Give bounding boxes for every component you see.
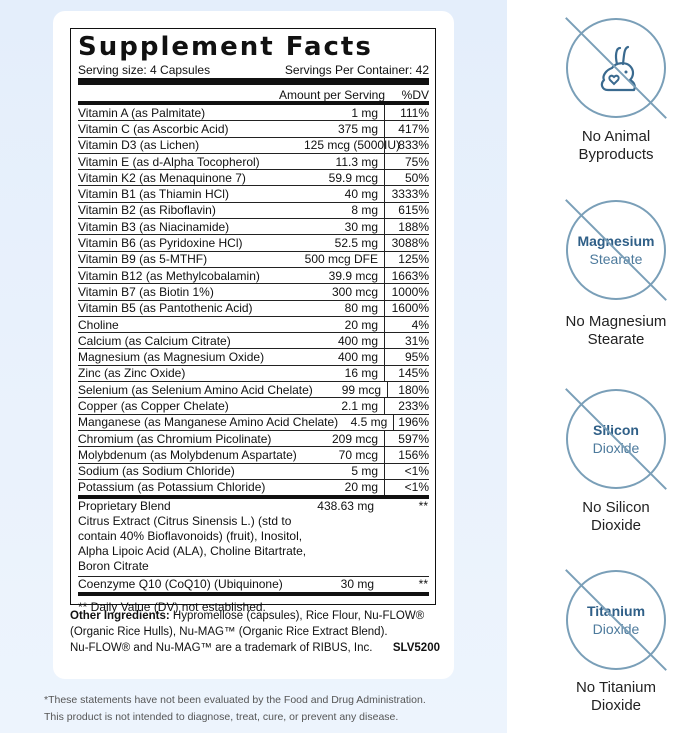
fda-disclaimer xyxy=(44,692,494,726)
badge-magnesium-line2: Stearate xyxy=(589,251,643,267)
nutrient-dv: 188% xyxy=(384,219,429,234)
nutrient-amount: 80 mg xyxy=(344,301,378,316)
nutrient-row xyxy=(78,252,429,268)
no-silicon-label xyxy=(536,499,696,535)
nutrient-amount: 400 mg xyxy=(337,333,378,348)
nutrient-row xyxy=(78,154,429,170)
nutrient-row xyxy=(78,170,429,186)
disclaimer-line-1: *These statements have not been evaluated by the Food and Drug Administration. xyxy=(44,694,426,706)
nutrient-amount: 8 mg xyxy=(351,203,378,218)
nutrient-row xyxy=(78,431,429,447)
column-headers xyxy=(78,85,429,105)
nutrient-dv: <1% xyxy=(384,480,429,495)
nutrient-name: Vitamin B3 (as Niacinamide) xyxy=(78,219,230,234)
nutrient-amount: 16 mg xyxy=(344,366,378,381)
nutrient-name: Vitamin C (as Ascorbic Acid) xyxy=(78,121,229,136)
nutrient-dv: 597% xyxy=(384,431,429,446)
nutrient-dv: 3088% xyxy=(384,235,429,250)
nutrient-amount: 52.5 mg xyxy=(334,236,378,251)
nutrient-dv: 125% xyxy=(384,252,429,267)
supplement-facts-panel xyxy=(70,28,436,614)
nutrient-amount: 11.3 mg xyxy=(335,154,378,169)
badge-silicon-line1: Silicon xyxy=(593,422,639,438)
no-animal-badge xyxy=(566,18,666,118)
no-magnesium-label-line2: Stearate xyxy=(587,331,645,348)
nutrient-row xyxy=(78,415,429,431)
nutrient-row xyxy=(78,284,429,300)
dv-note: ** Daily Value (DV) not established. xyxy=(78,599,266,614)
nutrient-dv: 145% xyxy=(384,366,429,381)
no-silicon-dioxide-badge xyxy=(566,389,666,489)
nutrient-dv: 180% xyxy=(387,382,429,397)
nutrient-row xyxy=(78,366,429,382)
nutrient-rows xyxy=(78,105,429,499)
servings-per-container: Servings Per Container: 42 xyxy=(284,63,429,77)
nutrient-row xyxy=(78,447,429,463)
nutrient-dv: 615% xyxy=(384,203,429,218)
nutrient-row xyxy=(78,480,429,499)
nutrient-name: Chromium (as Chromium Picolinate) xyxy=(78,431,272,446)
nutrient-dv: 1663% xyxy=(384,268,429,283)
nutrient-amount: 40 mg xyxy=(344,187,378,202)
no-magnesium-label-line1: No Magnesium xyxy=(565,313,667,330)
nutrient-amount: 20 mg xyxy=(344,480,378,495)
nutrient-name: Vitamin B2 (as Riboflavin) xyxy=(78,203,216,218)
nutrient-dv: 1600% xyxy=(384,301,429,316)
nutrient-row xyxy=(78,138,429,154)
nutrient-dv: 111% xyxy=(384,105,429,120)
nutrient-amount: 99 mcg xyxy=(341,382,382,397)
nutrient-amount: 400 mg xyxy=(337,350,378,365)
nutrient-amount: 5 mg xyxy=(351,464,378,479)
badge-titanium-line2: Dioxide xyxy=(592,621,640,637)
proprietary-blend xyxy=(78,499,429,577)
blend-name: Proprietary Blend xyxy=(78,498,171,513)
nutrient-dv: 75% xyxy=(384,154,429,169)
nutrient-amount: 4.5 mg xyxy=(350,415,388,430)
nutrient-amount: 30 mg xyxy=(344,219,378,234)
nutrient-amount: 2.1 mg xyxy=(341,398,378,413)
nutrient-name: Potassium (as Potassium Chloride) xyxy=(78,480,266,495)
nutrient-name: Vitamin B6 (as Pyridoxine HCl) xyxy=(78,236,243,251)
facts-title: Supplement Facts xyxy=(78,32,373,62)
nutrient-amount: 375 mg xyxy=(337,121,378,136)
coq10-row xyxy=(78,577,429,596)
nutrient-name: Choline xyxy=(78,317,119,332)
blend-dv: ** xyxy=(418,498,428,513)
badge-magnesium-line1: Magnesium xyxy=(577,233,655,249)
nutrient-name: Vitamin B9 (as 5-MTHF) xyxy=(78,252,208,267)
dv-header: %DV xyxy=(401,88,429,102)
nutrient-name: Vitamin B7 (as Biotin 1%) xyxy=(78,284,214,299)
other-ingredients-label: Other Ingredients: xyxy=(70,610,170,622)
blend-description: Citrus Extract (Citrus Sinensis L.) (std to contain 40% Bioflavonoids) (fruit), Inositol, Alpha Lipoic Acid (ALA), Choline Bitartrate, Boron Citrate xyxy=(78,513,307,573)
nutrient-name: Magnesium (as Magnesium Oxide) xyxy=(78,350,265,365)
no-titanium-dioxide-badge xyxy=(566,570,666,670)
amount-header: Amount per Serving xyxy=(278,88,385,102)
nutrient-amount: 125 mcg (5000IU) xyxy=(304,138,401,153)
nutrient-row xyxy=(78,349,429,365)
nutrient-row xyxy=(78,219,429,235)
nutrient-row xyxy=(78,121,429,137)
nutrient-dv: 95% xyxy=(384,349,429,364)
badge-titanium-line1: Titanium xyxy=(586,603,646,619)
nutrient-name: Molybdenum (as Molybdenum Aspartate) xyxy=(78,447,297,462)
nutrient-amount: 20 mg xyxy=(344,317,378,332)
nutrient-name: Zinc (as Zinc Oxide) xyxy=(78,366,186,381)
nutrient-dv: 417% xyxy=(384,121,429,136)
badge-silicon-line2: Dioxide xyxy=(592,440,640,456)
coq10-amount: 30 mg xyxy=(340,577,374,592)
nutrient-dv: 50% xyxy=(384,170,429,185)
nutrient-name: Selenium (as Selenium Amino Acid Chelate) xyxy=(78,382,313,397)
nutrient-dv: 156% xyxy=(384,447,429,462)
nutrient-name: Calcium (as Calcium Citrate) xyxy=(78,333,231,348)
nutrient-name: Vitamin E (as d-Alpha Tocopherol) xyxy=(78,154,260,169)
nutrient-row xyxy=(78,382,429,398)
nutrient-row xyxy=(78,317,429,333)
nutrient-amount: 59.9 mcg xyxy=(328,170,378,185)
nutrient-row xyxy=(78,203,429,219)
nutrient-row xyxy=(78,301,429,317)
nutrient-name: Manganese (as Manganese Amino Acid Chelate) xyxy=(78,415,339,430)
coq10-name: Coenzyme Q10 (CoQ10) (Ubiquinone) xyxy=(78,577,283,592)
nutrient-name: Vitamin B1 (as Thiamin HCl) xyxy=(78,187,229,202)
nutrient-dv: 233% xyxy=(384,398,429,413)
blend-amount: 438.63 mg xyxy=(317,498,374,513)
serving-size: Serving size: 4 Capsules xyxy=(78,63,211,77)
no-titanium-label-line1: No Titanium xyxy=(575,679,657,696)
other-ingredients xyxy=(70,608,440,656)
nutrient-amount: 500 mcg DFE xyxy=(304,252,378,267)
no-magnesium-label xyxy=(536,313,696,349)
serving-info xyxy=(78,63,429,85)
nutrient-dv: 31% xyxy=(384,333,429,348)
nutrient-name: Vitamin B5 (as Pantothenic Acid) xyxy=(78,301,253,316)
no-magnesium-stearate-badge xyxy=(566,200,666,300)
nutrient-name: Vitamin B12 (as Methylcobalamin) xyxy=(78,268,260,283)
nutrient-row xyxy=(78,333,429,349)
nutrient-dv: 1000% xyxy=(384,284,429,299)
nutrient-row xyxy=(78,235,429,251)
no-titanium-label-line2: Dioxide xyxy=(590,697,642,714)
nutrient-amount: 39.9 mcg xyxy=(328,268,378,283)
nutrient-dv: 196% xyxy=(393,415,429,430)
no-animal-label-line1: No Animal xyxy=(581,128,651,145)
no-silicon-label-line1: No Silicon xyxy=(582,499,650,516)
nutrient-amount: 209 mcg xyxy=(331,431,378,446)
nutrient-amount: 300 mcg xyxy=(331,284,378,299)
nutrient-dv: 3333% xyxy=(384,186,429,201)
nutrient-name: Vitamin D3 (as Lichen) xyxy=(78,138,200,153)
nutrient-row xyxy=(78,105,429,121)
nutrient-row xyxy=(78,268,429,284)
no-animal-label-line2: Byproducts xyxy=(578,146,654,163)
badge-slash xyxy=(565,17,667,119)
nutrient-dv: 4% xyxy=(384,317,429,332)
no-animal-label xyxy=(536,128,696,164)
nutrient-name: Vitamin K2 (as Menaquinone 7) xyxy=(78,170,246,185)
disclaimer-line-2: This product is not intended to diagnose, treat, cure, or prevent any disease. xyxy=(44,711,399,723)
coq10-dv: ** xyxy=(418,577,428,592)
nutrient-row xyxy=(78,398,429,414)
nutrient-row xyxy=(78,186,429,202)
no-titanium-label xyxy=(536,679,696,715)
product-code: SLV5200 xyxy=(392,642,440,654)
nutrient-name: Vitamin A (as Palmitate) xyxy=(78,105,206,120)
nutrient-name: Copper (as Copper Chelate) xyxy=(78,398,229,413)
trademark-note: Nu-FLOW® and Nu-MAG™ are a trademark of RIBUS, Inc. xyxy=(70,642,373,654)
nutrient-dv: <1% xyxy=(384,464,429,479)
nutrient-amount: 1 mg xyxy=(351,105,378,120)
nutrient-name: Sodium (as Sodium Chloride) xyxy=(78,464,235,479)
other-ingredients-text: Hypromellose (capsules), Rice Flour, Nu-FLOW® (Organic Rice Hulls), Nu-MAG™ (Organic Rice Extract Blend). xyxy=(70,610,425,638)
nutrient-amount: 70 mcg xyxy=(338,447,378,462)
no-silicon-label-line2: Dioxide xyxy=(590,517,642,534)
nutrient-dv: 833% xyxy=(384,138,429,153)
nutrient-row xyxy=(78,464,429,480)
